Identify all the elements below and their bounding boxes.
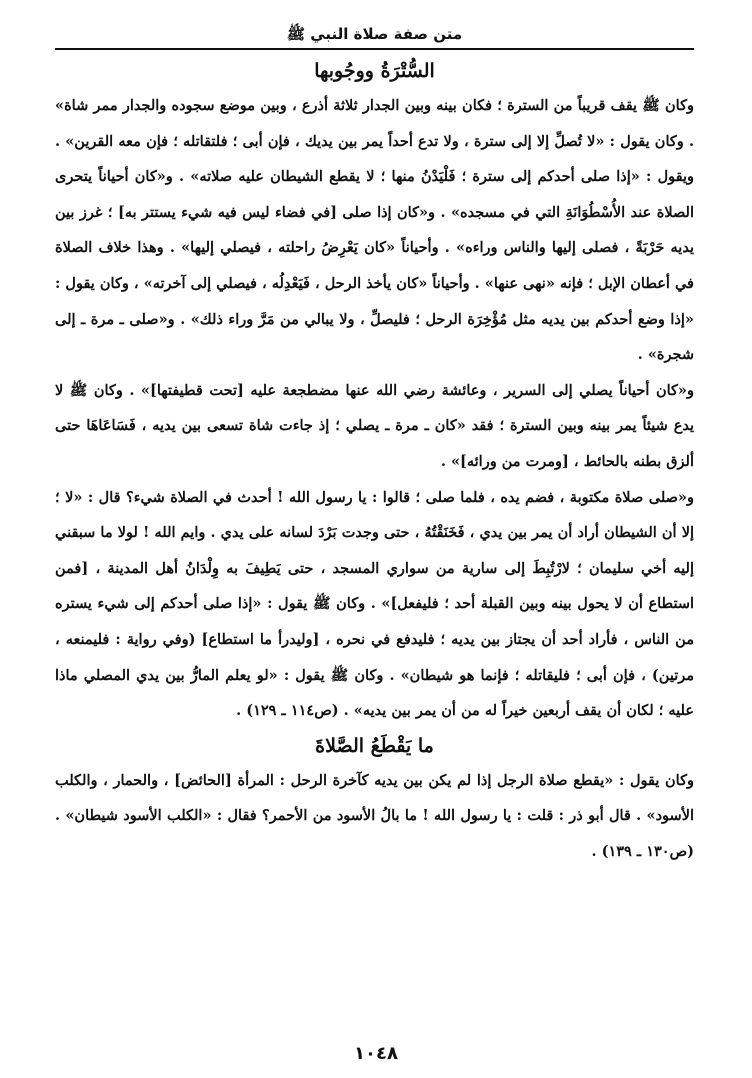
paragraph: و«صلى صلاة مكتوبة ، فضم يده ، فلما صلى ؛ قالوا : يا رسول الله ! أحدث في الصلاة شيء؟ قال : «لا ؛ إلا أن الشيطان أراد أن يمر بين يدي ، فَخَنَقْتُهُ ، حتى وجدت بَرْدَ لسانه على يدي . وايم الله ! لولا ما سبقني إليه أخي سليمان ؛ لارْتُبِطَ إلى سارية من سواري المسجد ، حتى يَطِيفَ به وِلْدَانُ أهل المدينة ، [فمن استطاع أن لا يحول بينه وبين القبلة أحد ؛ فليفعل]» . وكان ﷺ يقول : «إذا صلى أحدكم إلى شيء يستره من الناس ، فأراد أحد أن يجتاز بين يديه ؛ فليدفع في نحره ، [وليدرأ ما استطاع] (وفي رواية : فليمنعه ، مرتين) ، فإن أبى ؛ فليقاتله ؛ فإنما هو شيطان» . وكان ﷺ يقول : «لو يعلم المارُّ بين يدي المصلي ماذا عليه ؛ لكان أن يقف أربعين خيراً له من أن يمر بين يديه» . (ص١١٤ ـ ١٢٩) . bbox=[55, 488, 694, 720]
header-divider bbox=[55, 48, 694, 50]
section-title-sutra: السُّتْرَةُ ووجُوبها bbox=[314, 60, 435, 82]
paragraph: وكان يقول : «يقطع صلاة الرجل إذا لم يكن بين يديه كآخرة الرحل : المرأة [الحائض] ، والحمار ، والكلب الأسود» . قال أبو ذر : قلت : يا رسول الله ! ما بالُ الأسود من الأحمر؟ فقال : «الكلب الأسود شيطان» . (ص١٣٠ ـ ١٣٩) . bbox=[55, 771, 694, 860]
book-page bbox=[55, 22, 694, 1048]
paragraph: وكان ﷺ يقف قريباً من السترة ؛ فكان بينه وبين الجدار ثلاثة أذرع ، وبين موضع سجوده والجدار ممر شاة» . وكان يقول : «لا تُصلِّ إلا إلى سترة ، ولا تدع أحداً يمر بين يديك ، فإن أبى ؛ فلتقاتله ؛ فإن معه القرين» . ويقول : «إذا صلى أحدكم إلى سترة ؛ فَلْيَدْنُ منها ؛ لا يقطع الشيطان عليه صلاته» . و«كان أحياناً يتحرى الصلاة عند الأُسْطُوَانَةِ التي في مسجده» . و«كان إذا صلى [في فضاء ليس فيه شيء يستتر به] ؛ غرز بين يديه حَرْبَةً ، فصلى إليها والناس وراءه» . وأحياناً «كان يَعْرِضُ راحلته ، فيصلي إليها» . وهذا خلاف الصلاة في أعطان الإبل ؛ فإنه «نهى عنها» . وأحياناً «كان يأخذ الرحل ، فَيَعْدِلُه ، فيصلي إلى آخرته» ، وكان يقول : «إذا وضع أحدكم بين يديه مثل مُؤْخِرَة الرحل ؛ فليصلِّ ، ولا يبالي من مَرَّ وراء ذلك» . و«صلى ـ مرة ـ إلى شجرة» . bbox=[55, 97, 694, 364]
running-header: متن صفة صلاة النبي ﷺ bbox=[286, 25, 463, 43]
section-title-what-breaks-prayer: ما يَقْطَعُ الصَّلاةَ bbox=[315, 734, 434, 757]
page-number: ١٠٤٨ bbox=[354, 1043, 398, 1064]
paragraph: و«كان أحياناً يصلي إلى السرير ، وعائشة رضي الله عنها مضطجعة عليه [تحت قطيفتها]» . وكان ﷺ لا يدع شيئاً يمر بينه وبين السترة ؛ فقد «كان ـ مرة ـ يصلي ؛ إذ جاءت شاة تسعى بين يديه ، فَسَاعَاهَا حتى ألزق بطنه بالحائط ، [ومرت من ورائه]» . bbox=[55, 381, 694, 470]
